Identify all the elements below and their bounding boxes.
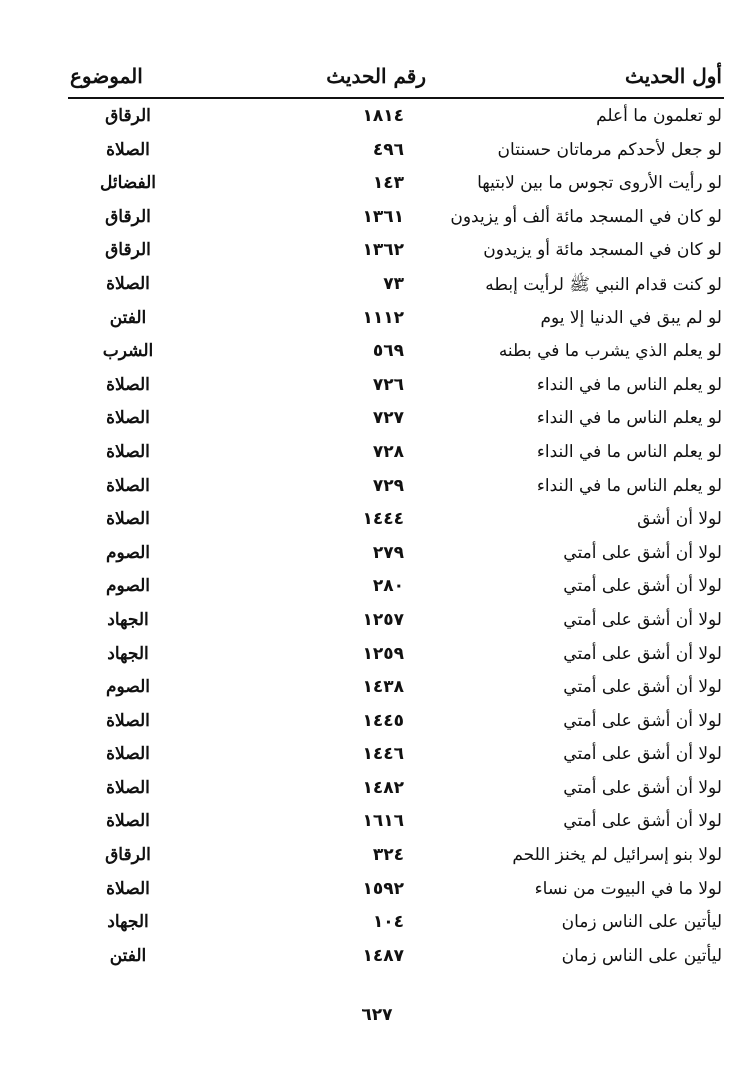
header-topic: الموضوع bbox=[70, 64, 143, 88]
hadith-number: ١٣٦٢ bbox=[362, 240, 404, 261]
table-row bbox=[70, 709, 722, 743]
hadith-number: ١١١٢ bbox=[362, 307, 404, 328]
hadith-start-text: لولا أن أشق bbox=[637, 509, 722, 530]
hadith-number: ٤٩٦ bbox=[372, 139, 404, 160]
hadith-topic: الجهاد bbox=[107, 912, 149, 933]
hadith-number: ٧٢٧ bbox=[372, 408, 404, 429]
hadith-start-text: لولا أن أشق على أمتي bbox=[563, 744, 722, 765]
index-table bbox=[70, 104, 722, 977]
hadith-number: ٣٢٤ bbox=[372, 845, 404, 866]
hadith-number: ١٤٤٦ bbox=[362, 744, 404, 765]
hadith-topic: الصلاة bbox=[106, 509, 150, 530]
hadith-start-text: لولا أن أشق على أمتي bbox=[563, 777, 722, 798]
table-row bbox=[70, 642, 722, 676]
hadith-topic: الرقاق bbox=[105, 106, 151, 126]
hadith-number: ١٨١٤ bbox=[362, 106, 404, 126]
hadith-start-text: لولا أن أشق على أمتي bbox=[563, 710, 722, 731]
hadith-topic: الرقاق bbox=[105, 845, 151, 866]
hadith-topic: الصوم bbox=[106, 542, 150, 563]
hadith-topic: الجهاد bbox=[107, 643, 149, 664]
hadith-start-text: لو يعلم الناس ما في النداء bbox=[536, 441, 722, 462]
hadith-topic: الصلاة bbox=[106, 710, 150, 731]
hadith-start-text: لو كان في المسجد مائة ألف أو يزيدون bbox=[450, 206, 722, 227]
hadith-topic: الصوم bbox=[106, 576, 150, 597]
hadith-start-text: لولا أن أشق على أمتي bbox=[563, 677, 722, 698]
hadith-topic: الصلاة bbox=[106, 139, 150, 160]
hadith-number: ١٤٣٨ bbox=[362, 677, 404, 698]
hadith-start-text: لو يعلم الناس ما في النداء bbox=[536, 475, 722, 496]
hadith-start-text: لولا أن أشق على أمتي bbox=[563, 576, 722, 597]
table-row bbox=[70, 776, 722, 810]
table-row bbox=[70, 440, 722, 474]
hadith-number: ١٣٦١ bbox=[362, 206, 404, 227]
hadith-number: ١٥٩٢ bbox=[362, 878, 404, 899]
hadith-number: ٧٢٨ bbox=[372, 441, 404, 462]
table-row bbox=[70, 944, 722, 978]
hadith-start-text: لولا بنو إسرائيل لم يخنز اللحم bbox=[512, 845, 722, 866]
hadith-number: ١٤٨٧ bbox=[362, 945, 404, 966]
hadith-start-text: لو يعلم الناس ما في النداء bbox=[536, 408, 722, 429]
hadith-topic: الفتن bbox=[109, 945, 147, 966]
table-row bbox=[70, 910, 722, 944]
table-row bbox=[70, 406, 722, 440]
table-row bbox=[70, 742, 722, 776]
hadith-start-text: لو يعلم الذي يشرب ما في بطنه bbox=[498, 341, 722, 362]
hadith-start-text: لو لم يبق في الدنيا إلا يوم bbox=[540, 307, 722, 328]
table-row bbox=[70, 373, 722, 407]
hadith-start-text: لو كان في المسجد مائة أو يزيدون bbox=[483, 240, 722, 261]
hadith-topic: الصلاة bbox=[106, 374, 150, 395]
header-hadith-start: أول الحديث bbox=[625, 64, 722, 88]
hadith-start-text: لولا أن أشق على أمتي bbox=[563, 609, 722, 630]
hadith-topic: الصلاة bbox=[106, 273, 150, 294]
hadith-topic: الرقاق bbox=[105, 206, 151, 227]
hadith-number: ١٤٨٢ bbox=[362, 777, 404, 798]
hadith-number: ٧٣ bbox=[383, 273, 404, 294]
table-row bbox=[70, 104, 722, 138]
hadith-start-text: لو يعلم الناس ما في النداء bbox=[536, 374, 722, 395]
hadith-topic: الصلاة bbox=[106, 878, 150, 899]
table-row bbox=[70, 138, 722, 172]
hadith-number: ١٠٤ bbox=[372, 912, 404, 933]
hadith-number: ٧٢٩ bbox=[372, 475, 404, 496]
table-row bbox=[70, 507, 722, 541]
hadith-start-text: لو جعل لأحدكم مرماتان حسنتان bbox=[497, 139, 722, 160]
hadith-start-text: لولا ما في البيوت من نساء bbox=[534, 878, 722, 899]
hadith-start-text: لو كنت قدام النبي ﷺ لرأيت إبطه bbox=[485, 274, 722, 295]
hadith-start-text: ليأتين على الناس زمان bbox=[561, 912, 722, 933]
hadith-topic: الفتن bbox=[109, 307, 147, 328]
hadith-topic: الصوم bbox=[106, 677, 150, 698]
table-row bbox=[70, 272, 722, 306]
hadith-number: ٥٦٩ bbox=[372, 341, 404, 362]
hadith-number: ١٢٥٧ bbox=[362, 609, 404, 630]
hadith-topic: الصلاة bbox=[106, 408, 150, 429]
hadith-number: ١٤٣ bbox=[372, 173, 404, 194]
hadith-topic: الجهاد bbox=[107, 609, 149, 630]
hadith-topic: الشرب bbox=[102, 341, 154, 362]
hadith-number: ١٤٤٤ bbox=[362, 509, 404, 530]
hadith-topic: الصلاة bbox=[106, 475, 150, 496]
hadith-start-text: لولا أن أشق على أمتي bbox=[563, 542, 722, 563]
header-rule bbox=[68, 97, 724, 99]
table-row bbox=[70, 843, 722, 877]
hadith-number: ٧٢٦ bbox=[372, 374, 404, 395]
table-row bbox=[70, 474, 722, 508]
table-row bbox=[70, 574, 722, 608]
hadith-topic: الصلاة bbox=[106, 744, 150, 765]
table-row bbox=[70, 877, 722, 911]
hadith-start-text: لولا أن أشق على أمتي bbox=[563, 811, 722, 832]
hadith-topic: الصلاة bbox=[106, 811, 150, 832]
hadith-start-text: لو تعلمون ما أعلم bbox=[596, 106, 722, 126]
hadith-number: ٢٨٠ bbox=[372, 576, 404, 597]
hadith-number: ١٦١٦ bbox=[362, 811, 404, 832]
hadith-start-text: لو رأيت الأروى تجوس ما بين لابتيها bbox=[477, 173, 722, 194]
hadith-number: ٢٧٩ bbox=[372, 542, 404, 563]
page-number: ٦٢٧ bbox=[361, 1005, 393, 1025]
hadith-start-text: ليأتين على الناس زمان bbox=[561, 945, 722, 966]
table-row bbox=[70, 238, 722, 272]
hadith-number: ١٢٥٩ bbox=[362, 643, 404, 664]
table-row bbox=[70, 608, 722, 642]
table-row bbox=[70, 339, 722, 373]
header-hadith-number: رقم الحديث bbox=[326, 64, 426, 88]
hadith-topic: الصلاة bbox=[106, 441, 150, 462]
hadith-topic: الفضائل bbox=[99, 173, 157, 194]
hadith-start-text: لولا أن أشق على أمتي bbox=[563, 643, 722, 664]
table-header bbox=[70, 64, 722, 94]
table-row bbox=[70, 306, 722, 340]
table-row bbox=[70, 171, 722, 205]
hadith-number: ١٤٤٥ bbox=[362, 710, 404, 731]
table-row bbox=[70, 205, 722, 239]
hadith-topic: الرقاق bbox=[105, 240, 151, 261]
hadith-topic: الصلاة bbox=[106, 777, 150, 798]
table-row bbox=[70, 809, 722, 843]
table-row bbox=[70, 541, 722, 575]
table-row bbox=[70, 675, 722, 709]
